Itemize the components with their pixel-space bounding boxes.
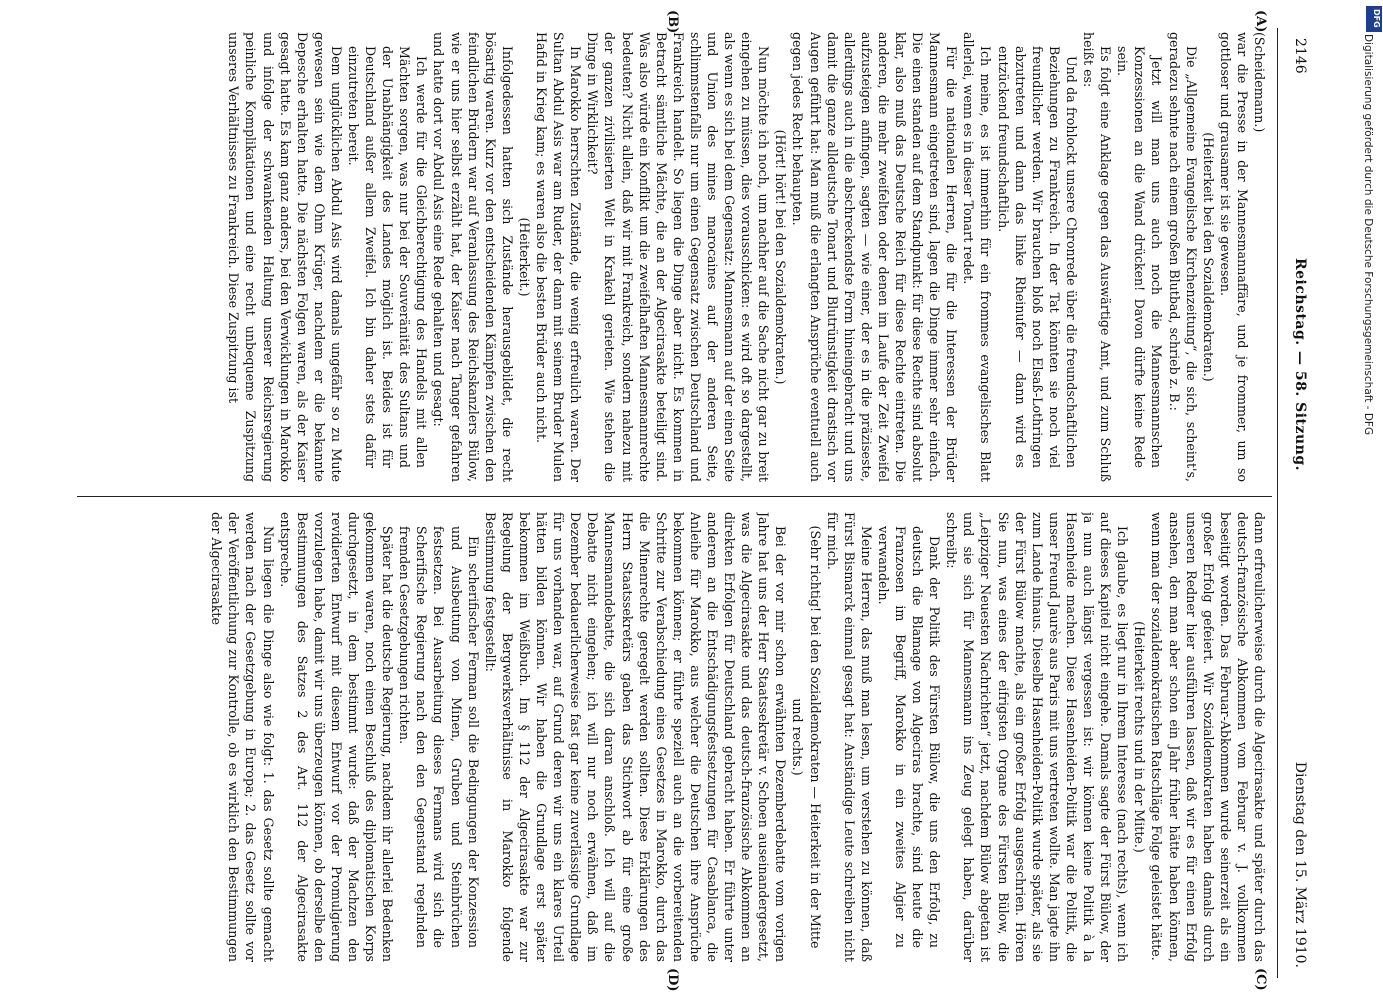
paragraph: In Marokko herrschten Zustände, die wenig erfreulich waren. Der Sultan Abdul Asis war am Ruder, der dann mit seinem Bruder Mulen Hafid in Krieg kam; es waren also die besten Brüder auch nicht. bbox=[534, 32, 584, 482]
interjection: (Sehr richtig! bei den Sozialdemokraten — Heiterkeit in der Mitte und rechts.) bbox=[790, 525, 823, 949]
paragraph: Dem unglücklichen Abdul Asis wird damals ungefähr so zu Mute gewesen sein wie dem Ohm Krüger, nachdem er die bekannte Depesche erhalten hatte. Die nächsten Folgen waren, als der Kaiser gesagt hatte. Es kam ganz anders, bei den Verwicklungen in Marokko und infolge der schwankenden Haltung unserer Reichsregierung peinliche Komplikationen und eine recht unbequeme Zuspitzung unseres Verhältnisses zu Frankreich. Diese Zuspitzung ist bbox=[226, 32, 344, 482]
paragraph: dann erfreulicherweise durch die Algecirasakte und später durch das deutsch-französische Abkommen vom Februar v. J. vollkommen beseitigt worden. Das Februar-Abkommen wurde seinerzeit als ein großer Erfolg gefeiert. Wir Sozialdemokraten haben damals durch unseren Redner hier ausführen lassen, daß wir es für einen Erfolg ansehen, den man aber schon ein Jahr früher hätte haben können, wenn man der sozialdemokratischen Ratschläge Folge geleistet hätte. bbox=[1149, 512, 1267, 962]
digitization-credit bbox=[1362, 34, 1376, 934]
margin-marker-a: (A) bbox=[1253, 10, 1268, 33]
paragraph: Nun liegen die Dinge also wie folgt: 1. das Gesetz sollte gemacht werden nach der Gesetzgebung in Europa; 2. das Gesetz sollte vor der Veröffentlichung zur Kontrolle, ob es wirklich den Bestimmungen der Algecirasakte bbox=[209, 512, 276, 962]
quotation: Jetzt will man uns auch noch die Mannesmannschen Konzessionen an die Wand drücken! Davon dürfte keine Rede sein. bbox=[1115, 46, 1165, 468]
page-header bbox=[1277, 28, 1320, 978]
dfg-logo: DFG bbox=[1366, 6, 1382, 32]
quotation: Ich werde für die Gleichberechtigung des Handels mit allen Mächten sorgen, was nur bei der Souveränität des Sultans und der Unabhängigkeit des Landes möglich ist. Beides ist für Deutschland außer allem Zweifel. Ich bin daher stets dafür einzutreten bereit. bbox=[346, 46, 430, 468]
interjection: (Heiterkeit rechts und in der Mitte.) bbox=[1132, 621, 1148, 853]
quotation: Und da frohlockt unsere Chronrede über die freundschaftlichen Beziehungen zu Frankreich. In der Tat könnten sie noch viel freundlicher werden. Wir brauchen bloß noch Elsaß-Lothringen abzutreten und dann das linke Rheinufer — dann wird es entzückend freundschaftlich. bbox=[995, 46, 1079, 468]
paragraph: Nun möchte ich noch, um nachher auf die Sache nicht gar zu breit eingehen zu müssen, dies vorausschicken: es wird oft so dargestellt, als wenn es sich bei dem Gegensatz: Mannesmann auf der einen Seite und Union des mines marocaines auf der anderen Seite, schlimmstenfalls nur um einen Gegensatz zwischen Deutschland und Frankreich handelt. So liegen die Dinge aber nicht. Es kommen in Betracht sämtliche Mächte, die an der Algecirasakte beteiligt sind. Was also würde ein Konflikt um die zweifelhaften Mannesmannrechte bedeuten? Nicht allein, daß wir mit Frankreich, sondern nahezu mit der ganzen zivilisierten Welt in Krakehl gerieten. Wie stehen die Dinge in Wirklichkeit? bbox=[585, 32, 772, 482]
right-column bbox=[78, 512, 1268, 962]
session-date: Dienstag den 15. März 1910. bbox=[1292, 761, 1308, 968]
paragraph: Für die nationalen Herren, die für die Interessen der Brüder Mannesmann eingetreten sind, lagen die Dinge immer sehr einfach. Die einen standen auf dem Standpunkt: für diese Rechte sind absolut klar, also muß das Deutsche Reich für diese Rechte eintreten. Die anderen, die mehr zweifelten oder denen im Laufe der Zeit Zweifel aufzusteigen anfingen, sagten — wie einer, der es in die präziseste, allerdings auch in die abschreckendste Form hineingebracht und uns damit die ganze alldeutsche Tonart und Blutrünstigkeit drastisch vor Augen geführt hat: Man muß die erlangten Ansprüche eventuell auch gegen jedes Recht behaupten. bbox=[790, 32, 960, 482]
rotated-page bbox=[65, 10, 1320, 992]
quotation: Ein scherifischer Ferman soll die Bedingungen der Konzession und Ausbeutung von Minen, Gruben und Steinbrüchen festsetzen. Bei Ausarbeitung dieses Fermans wird sich die Scherifische Regierung nach den den Gegenstand regelnden fremden Gesetzgebungen richten. bbox=[397, 526, 481, 948]
running-title: Reichstag. — 58. Sitzung. bbox=[1292, 258, 1308, 471]
paragraph: Meine Herren, das muß man lesen, um verstehen zu können, daß Fürst Bismarck einmal gesagt hat: Anständige Leute schreiben nicht für mich. bbox=[824, 512, 874, 962]
paragraph: Infolgedessen hatten sich Zustände herausgebildet, die recht bösartig waren. Kurz vor den entscheidenden Kämpfen zwischen den feindlichen Brüdern war auf Veranlassung des Reichskanzlers Bülow, wie er uns hier selbst erzählt hat, der Kaiser nach Tanger gefahren und hatte dort vor Abdul Asis eine Rede gehalten und gesagt: bbox=[431, 32, 515, 482]
interjection: (Hört! hört! bei den Sozialdemokraten.) bbox=[773, 129, 789, 385]
paragraph: Bei der vor mir schon erwähnten Dezemberdebatte vom vorigen Jahre hat uns der Herr Staatssekretär v. Schoen auseinandergesetzt, was die Algecirasakte und das deutsch-französische Abkommen an direkten Erfolgen für Deutschland gebracht haben. Er führte unter anderem an die Entschädigungsfestsetzungen für Casablanca, die Anleihe für Marokko, aus welcher die Deutschen ihre Ansprüche bekommen können; er führte speziell auch an die vorbereitenden Schritte zur Verabschiedung eines Gesetzes in Marokko, durch das die Minenrechte geregelt werden sollten. Diese Erklärungen des Herrn Staatssekretärs gaben das Stichwort ab für eine große Mannesmanndebatte, die sich daran anschloß. Ich will auf die Debatte nicht eingehen; ich will nur noch erwähnen, daß im Dezember bedauerlicherweise fast gar keine zuverlässige Grundlage für uns vorhanden war, auf Grund deren wir uns ein klares Urteil hätten bilden können. Wir haben die Grundlage erst später bekommen im Weißbuch. Im § 112 der Algecirasakte war zur Regelung der Bergwerksverhältnisse in Marokko folgende Bestimmung festgestellt: bbox=[482, 512, 789, 962]
left-column bbox=[78, 32, 1268, 482]
paragraph: Ich glaube, es liegt nur in Ihrem Interesse (nach rechts), wenn ich auf dieses Kapitel nicht eingehe. Damals sagte der Fürst Bülow, der ja nun auch längst vergessen ist: wir können keine Politik à la Hasenheide machen. Diese Hasenheiden-Politik war die Politik, die unser Freund Jaurès aus Paris mit uns vertreten wollte. Man jagte ihn zum Lande hinaus. Dieselbe Hasenheiden-Politik wurde später, als sie der Fürst Bülow machte, als ein großer Erfolg ausgeschrien. Hören Sie nun, was eines der eifrigsten Organe des Fürsten Bülow, die „Leipziger Neuesten Nachrichten“ jetzt, nachdem Bülow abgetan ist und sie sich für Mannesmann ins Zeug gelegt haben, darüber schreibt: bbox=[944, 512, 1131, 962]
page-number: 2146 bbox=[1292, 38, 1308, 74]
quotation: Dank der Politik des Fürsten Bülow, die uns den Erfolg, zu deutsch die Blamage von Algeciras brachte, sind heute die Franzosen im Begriff, Marokko in ein zweites Algier zu verwandeln. bbox=[875, 526, 943, 948]
credit-text: Digitalisierung gefördert durch die Deutsche Forschungsgemeinschaft - DFG bbox=[1362, 34, 1374, 436]
paragraph: war die Presse in der Mannesmannaffäre, und je frommer, um so gottloser und grausamer ist sie gewesen. bbox=[1217, 32, 1250, 482]
margin-marker-b: (B) bbox=[665, 10, 680, 34]
paragraph: Später hat die deutsche Regierung, nachdem ihr allerlei Bedenken gekommen waren, noch einen Beschluß des diplomatischen Korps durchgesetzt, in dem bestimmt wurde: daß der Machzen den revidierten Entwurf mit diesem Entwurf vor der Promulgierung vorzulegen habe, damit wir uns überzeugen können, ob derselbe den Bestimmungen des Satzes 2 des Art. 112 der Algecirasakte entspreche. bbox=[277, 512, 396, 962]
interjection: (Heiterkeit.) bbox=[516, 217, 532, 297]
margin-marker-c: (C) bbox=[1253, 968, 1268, 991]
paragraph: Ich meine, es ist immerhin für ein frommes evangelisches Blatt allerlei, wenn es in dieser Tonart redet. bbox=[961, 32, 994, 482]
paragraph: Die „Allgemeine Evangelische Kirchenzeitung“, die sich, scheint's, geradezu sehnte nach einem großen Blutbad, schrieb z. B.: bbox=[1166, 32, 1199, 482]
interjection: (Heiterkeit bei den Sozialdemokraten.) bbox=[1200, 132, 1216, 382]
speaker-name: (Scheidemann.) bbox=[1252, 32, 1267, 133]
margin-marker-d: (D) bbox=[665, 968, 680, 992]
column-divider bbox=[77, 496, 1272, 497]
paragraph: Es folgt eine Anklage gegen das Auswärtige Amt, und zum Schluß heißt es: bbox=[1081, 32, 1114, 482]
